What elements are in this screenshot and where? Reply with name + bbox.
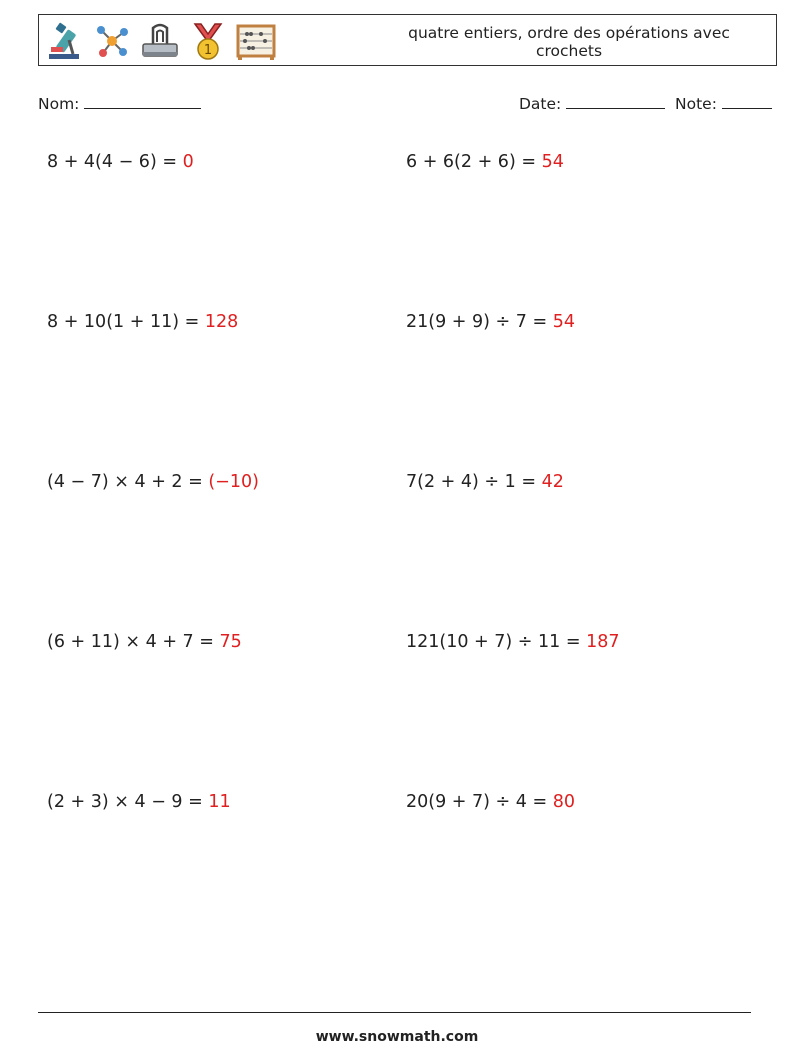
footer-divider	[38, 1012, 751, 1013]
worksheet-title: quatre entiers, ordre des opérations avec crochets	[408, 24, 730, 60]
problem-1	[47, 152, 194, 172]
binder-clip-icon	[139, 20, 181, 62]
problem-2	[406, 152, 564, 172]
problem-answer: 187	[586, 632, 620, 652]
worksheet-header	[38, 14, 777, 66]
molecule-icon	[91, 20, 133, 62]
problem-expression: 121(10 + 7) ÷ 11 =	[406, 632, 587, 652]
problem-expression: (4 − 7) × 4 + 2 =	[47, 472, 209, 492]
problem-expression: (6 + 11) × 4 + 7 =	[47, 632, 220, 652]
grade-blank[interactable]	[722, 94, 772, 109]
problem-10	[406, 792, 575, 812]
problem-8	[406, 632, 620, 652]
problem-6	[406, 472, 564, 492]
date-label: Date:	[519, 95, 562, 113]
date-blank[interactable]	[566, 94, 665, 109]
name-field	[38, 94, 201, 113]
problem-answer: (−10)	[208, 472, 259, 492]
problem-expression: 7(2 + 4) ÷ 1 =	[406, 472, 542, 492]
abacus-icon	[235, 20, 277, 62]
name-label: Nom:	[38, 95, 80, 113]
problem-answer: 80	[552, 792, 575, 812]
footer-site-link[interactable]: www.snowmath.com	[315, 1029, 479, 1045]
header-icons	[43, 19, 277, 63]
problem-7	[47, 632, 242, 652]
grade-field	[675, 94, 772, 113]
problem-answer: 42	[541, 472, 564, 492]
medal-icon	[187, 20, 229, 62]
problem-3	[47, 312, 238, 332]
problem-answer: 54	[552, 312, 575, 332]
problem-answer: 128	[204, 312, 239, 332]
svg-text:1: 1	[203, 43, 213, 58]
problem-answer: 11	[208, 792, 231, 812]
problem-expression: 6 + 6(2 + 6) =	[406, 152, 542, 172]
problem-expression: 8 + 4(4 − 6) =	[47, 152, 183, 172]
problem-9	[47, 792, 231, 812]
grade-label: Note:	[675, 95, 717, 113]
problem-answer: 0	[182, 152, 194, 172]
name-blank[interactable]	[84, 94, 201, 109]
date-field	[519, 94, 665, 113]
problem-5	[47, 472, 259, 492]
microscope-icon	[43, 20, 85, 62]
problem-answer: 54	[541, 152, 564, 172]
problem-expression: 8 + 10(1 + 11) =	[47, 312, 205, 332]
problem-4	[406, 312, 575, 332]
problem-expression: (2 + 3) × 4 − 9 =	[47, 792, 209, 812]
problem-expression: 21(9 + 9) ÷ 7 =	[406, 312, 553, 332]
problem-answer: 75	[219, 632, 242, 652]
problem-expression: 20(9 + 7) ÷ 4 =	[406, 792, 553, 812]
